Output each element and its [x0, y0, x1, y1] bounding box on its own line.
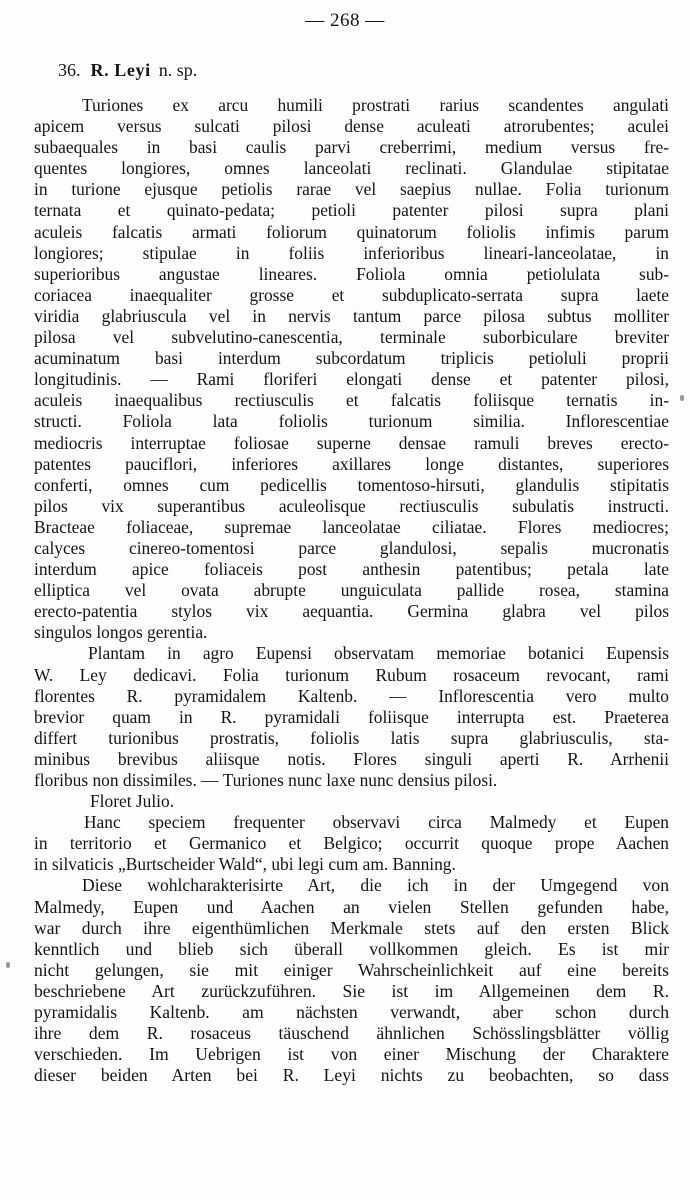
text-line: structi. Foliola lata foliolis turionum similia. Inflorescentiae: [34, 411, 669, 432]
paragraph-german: [34, 875, 669, 1086]
paragraph-distribution: [34, 812, 669, 875]
species-number: 36.: [58, 60, 81, 80]
page-speck: [6, 962, 10, 968]
text-line: beschriebene Art zurückzuführen. Sie ist im Allgemeinen dem R.: [34, 980, 669, 1001]
text-line: superioribus angustae lineares. Foliola omnia petiolulata sub-: [34, 263, 669, 284]
text-line: pilosa vel subvelutino-canescentia, terminale suborbiculare breviter: [34, 327, 669, 348]
paragraph-remarks: [34, 643, 669, 791]
paragraph-diagnosis: [34, 95, 669, 643]
text-line: erecto-patentia stylos vix aequantia. Germina glabra vel pilos: [34, 601, 669, 622]
paragraph-flowering: [34, 791, 669, 812]
text-line: Bracteae foliaceae, supremae lanceolatae ciliatae. Flores mediocres;: [34, 516, 669, 537]
page-speck: [680, 395, 684, 401]
text-line: ihre dem R. rosaceus täuschend ähnlichen Schösslingsblätter völlig: [34, 1023, 669, 1044]
text-line: Malmedy, Eupen und Aachen an vielen Stellen gefunden habe,: [34, 896, 669, 917]
text-line: Turiones ex arcu humili prostrati rarius scandentes angulati: [82, 95, 669, 115]
text-line: verschieden. Im Uebrigen ist von einer Mischung der Charaktere: [34, 1044, 669, 1065]
text-line: kenntlich und blieb sich überall vollkommen gleich. Es ist mir: [34, 938, 669, 959]
text-line: dieser beiden Arten bei R. Leyi nichts zu beobachten, so dass: [34, 1065, 669, 1086]
species-name: R. Leyi: [90, 60, 151, 80]
text-line: elliptica vel ovata abrupte unguiculata pallide rosea, stamina: [34, 580, 669, 601]
text-line: subaequales in basi caulis parvi creberrimi, medium versus fre-: [34, 137, 669, 158]
text-line: Diese wohlcharakterisirte Art, die ich in der Umgegend von: [82, 875, 669, 896]
species-suffix: n. sp.: [158, 60, 198, 80]
text-line: patentes pauciflori, inferiores axillares longe distantes, superiores: [34, 453, 669, 474]
text-line: in silvaticis „Burtscheider Wald“, ubi legi cum am. Banning.: [34, 854, 456, 875]
text-line: florentes R. pyramidalem Kaltenb. — Inflorescentia vero multo: [34, 685, 669, 706]
page-number: — 268 —: [305, 10, 385, 31]
text-line: differt turionibus prostratis, foliolis latis supra glabriusculis, sta-: [34, 727, 669, 748]
text-line: in turione ejusque petiolis rarae vel saepius nullae. Folia turionum: [34, 179, 669, 200]
text-line: in territorio et Germanico et Belgico; occurrit quoque prope Aachen: [34, 833, 669, 854]
text-line: interdum apice foliaceis post anthesin patentibus; petala late: [34, 559, 669, 580]
text-line: Floret Julio.: [90, 791, 175, 812]
text-line: quentes longiores, omnes lanceolati reclinati. Glandulae stipitatae: [34, 158, 669, 179]
text-line: aculeis inaequalibus rectiusculis et falcatis foliisque ternatis in-: [34, 390, 669, 411]
text-line: apicem versus sulcati pilosi dense aculeati atrorubentes; aculei: [34, 116, 669, 137]
text-line: pilos vix superantibus aculeolisque rectiusculis subulatis instructi.: [34, 495, 669, 516]
text-line: Hanc speciem frequenter observavi circa Malmedy et Eupen: [84, 812, 669, 833]
text-line: floribus non dissimiles. — Turiones nunc laxe nunc densius pilosi.: [34, 770, 498, 790]
text-line: mediocris interruptae foliosae superne densae ramuli breves erecto-: [34, 432, 669, 453]
text-line: singulos longos gerentia.: [34, 622, 208, 643]
main-text: [34, 95, 669, 1086]
text-line: minibus brevibus aliisque notis. Flores singuli aperti R. Arrhenii: [34, 748, 669, 769]
text-line: nicht gelungen, sie mit einiger Wahrscheinlichkeit auf eine bereits: [34, 959, 669, 980]
text-line: W. Ley dedicavi. Folia turionum Rubum rosaceum revocant, rami: [34, 664, 669, 685]
text-line: longitudinis. — Rami floriferi elongati dense et patenter pilosi,: [34, 369, 669, 390]
text-line: conferti, omnes cum pedicellis tomentoso-hirsuti, glandulis stipitatis: [34, 474, 669, 495]
text-line: war durch ihre eigenthümlichen Merkmale stets auf den ersten Blick: [34, 917, 669, 938]
text-line: acuminatum basi interdum subcordatum triplicis petioluli proprii: [34, 348, 669, 369]
text-line: calyces cinereo-tomentosi parce glandulosi, sepalis mucronatis: [34, 537, 669, 558]
text-line: brevior quam in R. pyramidali foliisque interrupta est. Praeterea: [34, 706, 669, 727]
text-line: Plantam in agro Eupensi observatam memoriae botanici Eupensis: [88, 643, 669, 664]
text-line: pyramidalis Kaltenb. am nächsten verwandt, aber schon durch: [34, 1002, 669, 1023]
text-line: longiores; stipulae in foliis inferioribus lineari-lanceolatae, in: [34, 242, 669, 263]
text-line: ternata et quinato-pedata; petioli patenter pilosi supra plani: [34, 200, 669, 221]
species-heading: [58, 60, 197, 81]
text-line: coriacea inaequaliter grosse et subduplicato-serrata supra laete: [34, 284, 669, 305]
text-line: aculeis falcatis armati foliorum quinatorum foliolis infimis parum: [34, 221, 669, 242]
text-line: viridia glabriuscula vel in nervis tantum parce pilosa subtus molliter: [34, 305, 669, 326]
